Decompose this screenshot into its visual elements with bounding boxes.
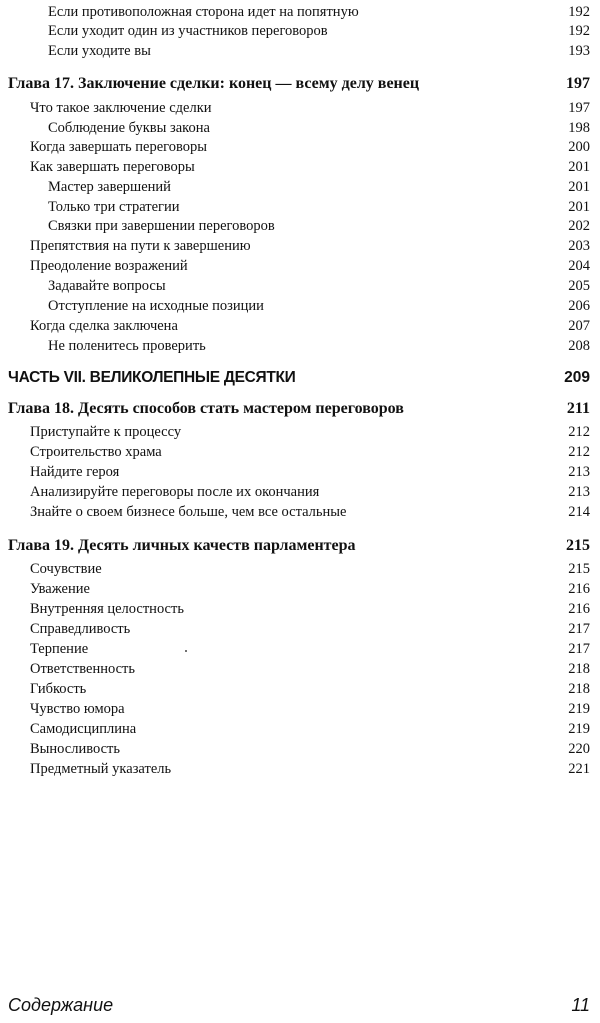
toc-entry-title: Выносливость xyxy=(30,741,120,757)
toc-entry-page: 201 xyxy=(568,179,590,195)
toc-entry-title: Знайте о своем бизнесе больше, чем все остальные xyxy=(30,504,347,520)
toc-entry[interactable] xyxy=(0,316,590,336)
toc-entry[interactable] xyxy=(0,256,590,276)
toc-entry[interactable] xyxy=(0,679,590,699)
toc-entry-page: 212 xyxy=(568,424,590,440)
toc-entry[interactable] xyxy=(0,216,590,236)
chapter-page: 197 xyxy=(566,75,590,92)
toc-entry-title: Что такое заключение сделки xyxy=(30,100,212,116)
toc-entry-title: Анализируйте переговоры после их окончания xyxy=(30,484,320,500)
page-footer xyxy=(8,993,590,1017)
part-page: 209 xyxy=(564,369,590,386)
toc-chapter-heading[interactable] xyxy=(0,73,590,95)
toc-entry-title: Найдите героя xyxy=(30,464,120,480)
chapter-title: Глава 19. Десять личных качеств парламентера xyxy=(8,537,356,554)
toc-entry-page: 213 xyxy=(568,464,590,480)
toc-entry-page: 219 xyxy=(568,701,590,717)
toc-entry[interactable] xyxy=(0,442,590,462)
toc-entry-page: 214 xyxy=(568,504,590,520)
toc-entry-page: 215 xyxy=(568,561,590,577)
toc-entry[interactable] xyxy=(0,296,590,316)
toc-entry[interactable] xyxy=(0,462,590,482)
toc-entry-page: 193 xyxy=(568,43,590,59)
toc-entry-title: Ответственность xyxy=(30,661,136,677)
toc-entry-title: Препятствия на пути к завершению xyxy=(30,238,251,254)
toc-entry-title: Отступление на исходные позиции xyxy=(48,298,264,314)
toc-entry-title: Самодисциплина xyxy=(30,721,137,737)
toc-entry-title: Справедливость xyxy=(30,621,131,637)
toc-entry-page: 216 xyxy=(568,601,590,617)
toc-entry-title: Если уходит один из участников переговоров xyxy=(48,23,328,39)
toc-entry-title: Уважение xyxy=(30,581,90,597)
toc-entry[interactable] xyxy=(0,719,590,739)
toc-entry-title: Мастер завершений xyxy=(48,179,171,195)
toc-entry-page: 220 xyxy=(568,741,590,757)
toc-entry-title: Только три стратегии xyxy=(48,199,180,215)
toc-entry-title: Приступайте к процессу xyxy=(30,424,182,440)
toc-part-heading[interactable] xyxy=(0,367,590,389)
toc-entry-title: Соблюдение буквы закона xyxy=(48,120,210,136)
toc-entry-page: 216 xyxy=(568,581,590,597)
toc-entry-title: Задавайте вопросы xyxy=(48,278,166,294)
toc-entry-page: 217 xyxy=(568,621,590,637)
toc-entry[interactable] xyxy=(0,482,590,502)
toc-entry[interactable] xyxy=(0,118,590,138)
toc-entry-page: 208 xyxy=(568,338,590,354)
toc-entry-page: 212 xyxy=(568,444,590,460)
toc-entry[interactable] xyxy=(0,759,590,779)
toc-entry[interactable] xyxy=(0,276,590,296)
toc-entry[interactable] xyxy=(0,197,590,217)
toc-entry-page: 213 xyxy=(568,484,590,500)
toc-entry-title: Если уходите вы xyxy=(48,43,151,59)
toc-entry-title: Внутренняя целостность xyxy=(30,601,184,617)
toc-entry-page: 197 xyxy=(568,100,590,116)
toc-entry-title: Когда сделка заключена xyxy=(30,318,178,334)
chapter-page: 215 xyxy=(566,537,590,554)
chapter-title: Глава 17. Заключение сделки: конец — всему делу венец xyxy=(8,75,420,92)
scan-speck xyxy=(185,650,187,652)
toc-entry-title: Как завершать переговоры xyxy=(30,159,195,175)
toc-entry[interactable] xyxy=(0,599,590,619)
toc-entry[interactable] xyxy=(0,41,590,61)
toc-entry-page: 201 xyxy=(568,159,590,175)
toc-entry[interactable] xyxy=(0,619,590,639)
toc-entry-page: 198 xyxy=(568,120,590,136)
toc-entry[interactable] xyxy=(0,699,590,719)
toc-entry[interactable] xyxy=(0,236,590,256)
footer-section-title: Содержание xyxy=(8,995,114,1015)
toc-entry[interactable] xyxy=(0,579,590,599)
chapter-page: 211 xyxy=(566,400,590,417)
toc-entry[interactable] xyxy=(0,98,590,118)
toc-entry[interactable] xyxy=(0,137,590,157)
toc-entry-page: 207 xyxy=(568,318,590,334)
toc-entry-page: 204 xyxy=(568,258,590,274)
toc-entry-page: 203 xyxy=(568,238,590,254)
toc-entry-page: 218 xyxy=(568,661,590,677)
toc-entry-title: Связки при завершении переговоров xyxy=(48,218,275,234)
toc-chapter-heading[interactable] xyxy=(0,535,590,557)
toc-chapter-heading[interactable] xyxy=(0,398,590,420)
toc-entry[interactable] xyxy=(0,157,590,177)
toc-entry-title: Когда завершать переговоры xyxy=(30,139,207,155)
toc-entry-title: Гибкость xyxy=(30,681,87,697)
toc-entry-title: Если противоположная сторона идет на попятную xyxy=(48,4,359,20)
footer-page-number: 11 xyxy=(571,995,590,1015)
toc-entry-page: 219 xyxy=(568,721,590,737)
toc-entry-title: Не поленитесь проверить xyxy=(48,338,206,354)
toc-entry-title: Предметный указатель xyxy=(30,761,172,777)
toc-entry-title: Терпение xyxy=(30,641,89,657)
chapter-title: Глава 18. Десять способов стать мастером переговоров xyxy=(8,400,404,417)
toc-entry-page: 200 xyxy=(568,139,590,155)
toc-entry-title: Преодоление возражений xyxy=(30,258,188,274)
toc-entry[interactable] xyxy=(0,739,590,759)
toc-entry-title: Строительство храма xyxy=(30,444,162,460)
toc-entry-page: 217 xyxy=(568,641,590,657)
toc-entry[interactable] xyxy=(0,502,590,522)
toc-entry-page: 201 xyxy=(568,199,590,215)
toc-entry[interactable] xyxy=(0,2,590,22)
toc-entry[interactable] xyxy=(0,659,590,679)
toc-entry[interactable] xyxy=(0,177,590,197)
toc-entry-page: 206 xyxy=(568,298,590,314)
toc-entry-page: 192 xyxy=(568,23,590,39)
toc-entry-page: 192 xyxy=(568,4,590,20)
toc-entry-page: 218 xyxy=(568,681,590,697)
toc-entry-page: 221 xyxy=(568,761,590,777)
toc-entry[interactable] xyxy=(0,422,590,442)
toc-entry[interactable] xyxy=(0,559,590,579)
toc-entry[interactable] xyxy=(0,336,590,356)
toc-entry-page: 202 xyxy=(568,218,590,234)
toc-entry-title: Сочувствие xyxy=(30,561,102,577)
toc-entry[interactable] xyxy=(0,639,590,659)
toc-entry-title: Чувство юмора xyxy=(30,701,125,717)
part-title: ЧАСТЬ VII. ВЕЛИКОЛЕПНЫЕ ДЕСЯТКИ xyxy=(8,369,296,386)
toc-entry-page: 205 xyxy=(568,278,590,294)
toc-entry[interactable] xyxy=(0,21,590,41)
